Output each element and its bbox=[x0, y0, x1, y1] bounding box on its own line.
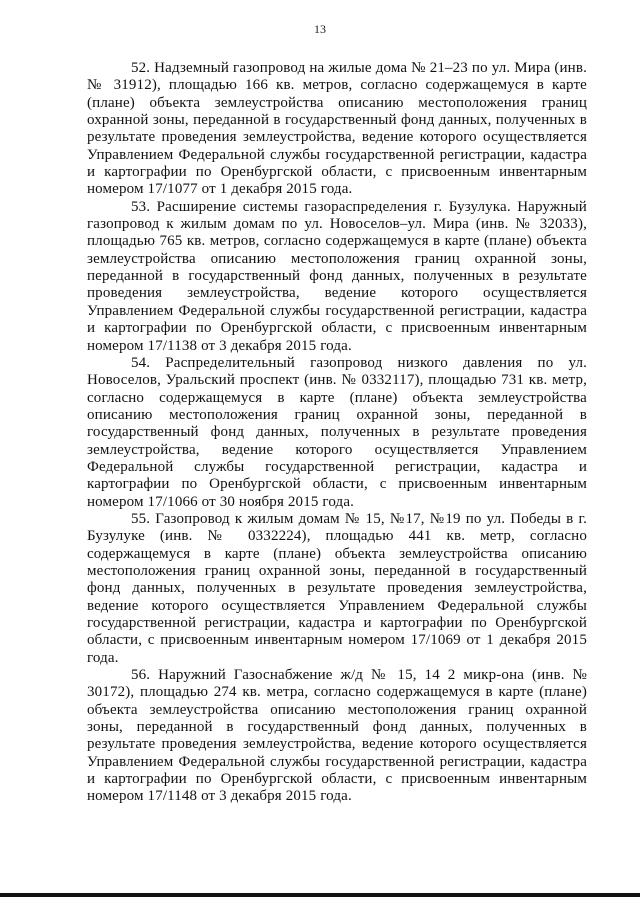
document-body bbox=[87, 60, 587, 806]
page-number: 13 bbox=[314, 22, 326, 36]
paragraph-52: 52. Надземный газопровод на жилые дома № 21–23 по ул. Мира (инв. № 31912), площадью 166 кв. метров, согласно содержащемуся в карте (плане) объекта землеустройства описанию местоположения границ охранной зоны, переданной в государственный фонд данных, полученных в результате проведения землеустройства, ведение которого осуществляется Управлением Федеральной службы государственной регистрации, кадастра и картографии по Оренбургской области, с присвоенным инвентарным номером 17/1077 от 1 декабря 2015 года. bbox=[87, 60, 587, 198]
paragraph-56: 56. Наружний Газоснабжение ж/д № 15, 14 2 микр-она (инв. № 30172), площадью 274 кв. метра, согласно содержащемуся в карте (плане) объекта землеустройства описанию местоположения границ охранной зоны, переданной в государственный фонд данных, полученных в результате проведения землеустройства, ведение которого осуществляется Управлением Федеральной службы государственной регистрации, кадастра и картографии по Оренбургской области, с присвоенным инвентарным номером 17/1148 от 3 декабря 2015 года. bbox=[87, 667, 587, 805]
paragraph-54: 54. Распределительный газопровод низкого давления по ул. Новоселов, Уральский проспект (инв. № 0332117), площадью 731 кв. метр, согласно содержащемуся в карте (плане) объекта землеустройства описанию местоположения границ охранной зоны, переданной в государственный фонд данных, полученных в результате проведения землеустройства, ведение которого осуществляется Управлением Федеральной службы государственной регистрации, кадастра и картографии по Оренбургской области, с присвоенным инвентарным номером 17/1066 от 30 ноября 2015 года. bbox=[87, 354, 587, 510]
paragraph-53: 53. Расширение системы газораспределения г. Бузулука. Наружный газопровод к жилым домам по ул. Новоселов–ул. Мира (инв. № 32033), площадью 765 кв. метров, согласно содержащемуся в карте (плане) объекта землеустройства описанию местоположения границ охранной зоны, переданной в государственный фонд данных, полученных в результате проведения землеустройства, ведение которого осуществляется Управлением Федеральной службы государственной регистрации, кадастра и картографии по Оренбургской области, с присвоенным инвентарным номером 17/1138 от 3 декабря 2015 года. bbox=[87, 198, 587, 354]
bottom-scan-edge bbox=[0, 893, 640, 897]
paragraph-55: 55. Газопровод к жилым домам № 15, №17, №19 по ул. Победы в г. Бузулуке (инв. № 0332224), площадью 441 кв. метр, согласно содержащемуся в карте (плане) объекта землеустройства описанию местоположения границ охранной зоны, переданной в государственный фонд данных, полученных в результате проведения землеустройства, ведение которого осуществляется Управлением Федеральной службы государственной регистрации, кадастра и картографии по Оренбургской области, с присвоенным инвентарным номером 17/1069 от 1 декабря 2015 года. bbox=[87, 510, 587, 666]
